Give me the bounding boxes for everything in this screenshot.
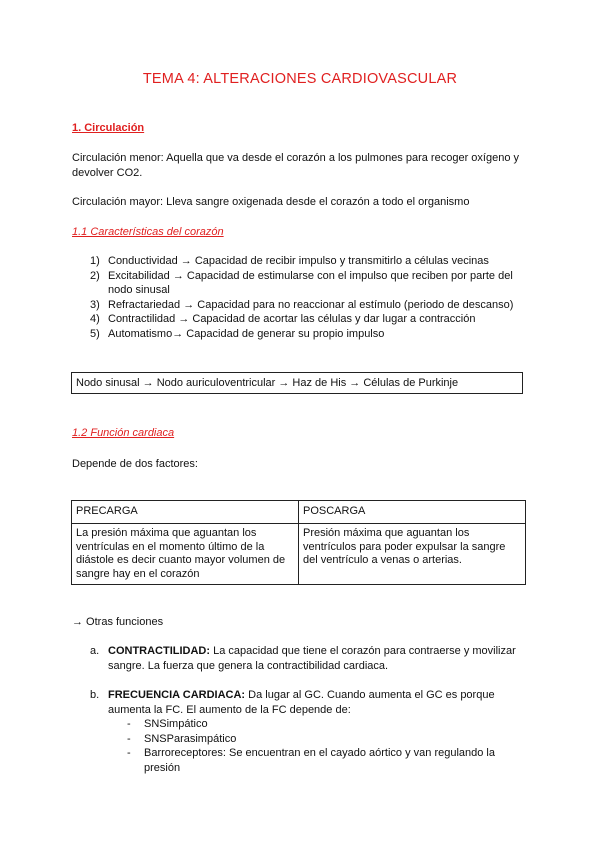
list-item <box>127 717 527 732</box>
list-item <box>90 254 530 269</box>
list-item <box>90 298 530 313</box>
item-bold-term: FRECUENCIA CARDIACA: <box>108 689 246 701</box>
table-header-precarga: PRECARGA <box>72 501 299 524</box>
item-letter: a. <box>90 645 100 657</box>
item-text <box>108 688 530 717</box>
table-cell-poscarga: Presión máxima que aguantan los ventrículos para poder expulsar la sangre del ventrículo a venas o arterias. <box>299 524 526 585</box>
table-header-row <box>72 501 526 524</box>
section-heading-circulacion: 1. Circulación <box>72 122 145 134</box>
dash-bullet: - <box>127 732 131 745</box>
subsection-heading-caracteristicas: 1.1 Características del corazón <box>72 226 224 238</box>
page-title: TEMA 4: ALTERACIONES CARDIOVASCULAR <box>142 71 458 87</box>
list-item-text: Conductividad → Capacidad de recibir impulso y transmitirlo a células vecinas <box>108 255 489 267</box>
item-letter: b. <box>90 689 100 701</box>
item-text <box>108 644 530 673</box>
list-item-number: 5) <box>90 327 100 340</box>
list-item-text: Excitabilidad → Capacidad de estimularse con el impulso que reciben por parte del nodo sinusal <box>108 269 513 297</box>
list-item-number: 4) <box>90 313 100 326</box>
dash-bullet: - <box>127 718 131 730</box>
list-item-text: Refractariedad → Capacidad para no reaccionar al estímulo (periodo de descanso) <box>108 298 514 311</box>
subsection-heading-funcion-cardiaca: 1.2 Función cardiaca <box>72 427 175 439</box>
paragraph-otras-funciones: → Otras funciones <box>72 616 164 628</box>
paragraph-circulacion-menor: Circulación menor: Aquella que va desde el corazón a los pulmones para recoger oxígeno y devolver CO2. <box>72 152 519 179</box>
list-item-text: SNSParasimpático <box>144 732 237 745</box>
table-row <box>72 524 526 585</box>
paragraph-circulacion-mayor: Circulación mayor: Lleva sangre oxigenada desde el corazón a todo el organismo <box>72 196 470 208</box>
lettered-item-b <box>90 688 530 717</box>
list-item-text: SNSimpático <box>144 718 208 730</box>
numbered-list-caracteristicas <box>90 254 530 342</box>
list-item-number: 1) <box>90 255 100 267</box>
dash-bullet: - <box>127 747 131 760</box>
item-description: La capacidad que tiene el corazón para contraerse y movilizar sangre. La fuerza que genera la contractibilidad cardiaca. <box>108 645 516 672</box>
list-item-number: 2) <box>90 269 100 282</box>
list-item-number: 3) <box>90 298 100 311</box>
table-cell-precarga: La presión máxima que aguantan los ventrículas en el momento último de la diástole es decir cuanto mayor volumen de sangre hay en el corazón <box>72 524 299 585</box>
list-item <box>90 327 530 342</box>
conduction-path-box: Nodo sinusal → Nodo auriculoventricular → Haz de His → Células de Purkinje <box>71 372 523 394</box>
list-item-text: Automatismo→ Capacidad de generar su propio impulso <box>108 327 385 340</box>
list-item <box>127 732 527 747</box>
item-bold-term: CONTRACTILIDAD: <box>108 645 211 657</box>
list-item-text: Barroreceptores: Se encuentran en el cayado aórtico y van regulando la presión <box>144 747 495 774</box>
lettered-item-a <box>90 644 530 673</box>
table-header-poscarga: POSCARGA <box>299 501 526 524</box>
list-item-text: Contractilidad → Capacidad de acortar las células y dar lugar a contracción <box>108 313 476 326</box>
item-description: Da lugar al GC. Cuando aumenta el GC es porque aumenta la FC. El aumento de la FC depende de: <box>108 689 495 716</box>
list-item <box>90 312 530 327</box>
precarga-poscarga-table <box>71 500 526 585</box>
dash-list-regulacion <box>127 717 527 775</box>
list-item <box>90 269 530 298</box>
paragraph-depende-factores: Depende de dos factores: <box>72 458 198 470</box>
list-item <box>127 746 527 775</box>
